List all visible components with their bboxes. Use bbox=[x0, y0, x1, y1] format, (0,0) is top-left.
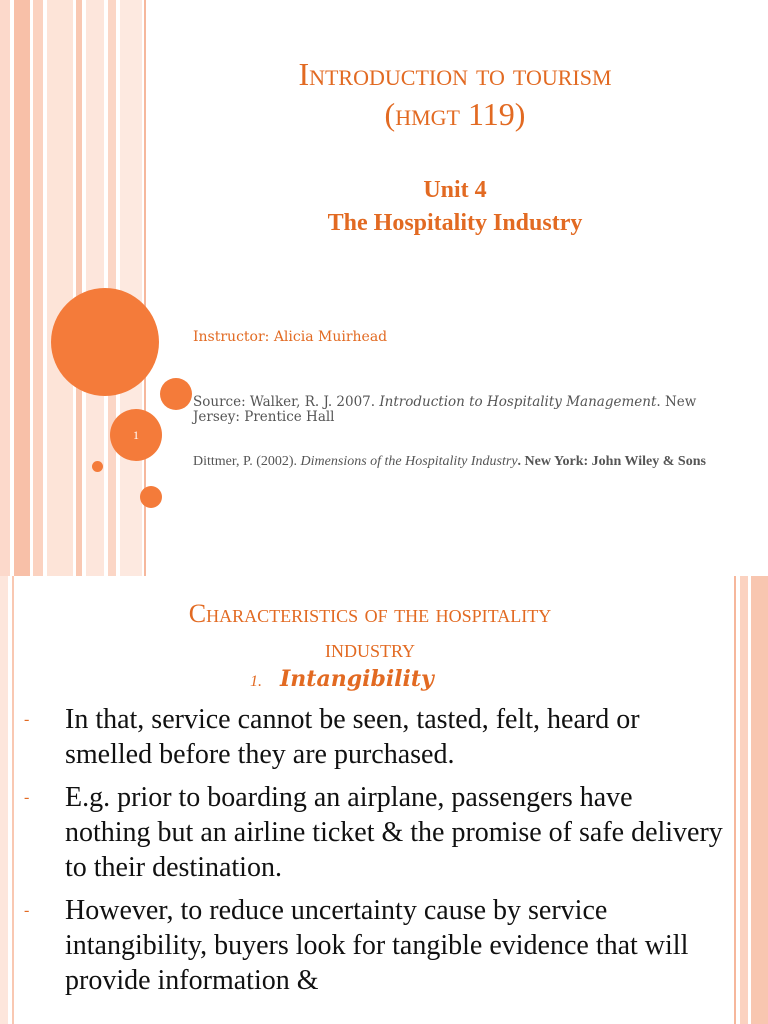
slide-title bbox=[170, 54, 740, 134]
bullet-text: E.g. prior to boarding an airplane, passengers have nothing but an airline ticket & the promise of safe delivery to their destination. bbox=[65, 782, 723, 883]
bullet-list bbox=[24, 702, 724, 1006]
unit-number: Unit 4 bbox=[423, 177, 487, 203]
decor-stripe bbox=[740, 576, 748, 1024]
decor-stripe bbox=[12, 576, 14, 1024]
dittmer-title: Dimensions of the Hospitality Industry bbox=[300, 454, 518, 469]
bullet-text: In that, service cannot be seen, tasted, felt, heard or smelled before they are purchased. bbox=[65, 704, 640, 770]
source-prefix: Source: Walker, R. J. 2007. bbox=[193, 394, 380, 410]
source-title: Introduction to Hospitality Management bbox=[379, 394, 657, 410]
dittmer-citation bbox=[193, 454, 723, 470]
decor-stripe bbox=[120, 0, 142, 576]
bullet-text: However, to reduce uncertainty cause by service intangibility, buyers look for tangible evidence that will provide information & bbox=[65, 895, 689, 996]
instructor: Instructor: Alicia Muirhead bbox=[193, 329, 388, 345]
unit-title: The Hospitality Industry bbox=[327, 210, 583, 236]
bullet-marker: - bbox=[24, 711, 30, 728]
decor-stripe bbox=[751, 576, 768, 1024]
course-number: 119) bbox=[467, 96, 526, 132]
slide-title bbox=[60, 596, 680, 666]
title-line-1: Introduction to tourism bbox=[298, 56, 612, 92]
subheading-text: Intangibility bbox=[280, 666, 434, 692]
course-code: hmgt bbox=[395, 96, 460, 132]
title-line-1: Characteristics of the hospitality bbox=[188, 599, 552, 628]
source-suffix: . New Jersey: Prentice Hall bbox=[193, 394, 697, 425]
subheading-number: 1. bbox=[250, 673, 262, 690]
decor-stripe bbox=[33, 0, 43, 576]
source-citation bbox=[193, 395, 713, 425]
decor-stripe bbox=[14, 0, 30, 576]
bullet-marker: - bbox=[24, 789, 30, 806]
content-slide bbox=[0, 576, 768, 1024]
unit-heading bbox=[170, 174, 740, 240]
subheading bbox=[250, 666, 434, 692]
decor-circle-medium bbox=[160, 378, 192, 410]
dittmer-prefix: Dittmer, P. (2002). bbox=[193, 454, 301, 469]
decor-circle-tiny bbox=[92, 461, 103, 472]
slide-number: 1 bbox=[110, 409, 162, 461]
list-item bbox=[24, 780, 724, 885]
decor-circle-small bbox=[140, 486, 162, 508]
decor-stripe bbox=[47, 0, 73, 576]
list-item bbox=[24, 893, 724, 998]
title-line-2: industry bbox=[324, 634, 415, 663]
bullet-marker: - bbox=[24, 902, 30, 919]
decor-stripe bbox=[76, 0, 82, 576]
title-paren: ( bbox=[384, 96, 396, 132]
dittmer-suffix: . New York: John Wiley & Sons bbox=[517, 454, 706, 469]
list-item bbox=[24, 702, 724, 772]
decor-circle-large bbox=[51, 288, 159, 396]
title-line-2 bbox=[170, 94, 740, 134]
decor-line bbox=[734, 576, 736, 1024]
decor-stripe bbox=[0, 576, 8, 1024]
decor-stripe bbox=[0, 0, 10, 576]
